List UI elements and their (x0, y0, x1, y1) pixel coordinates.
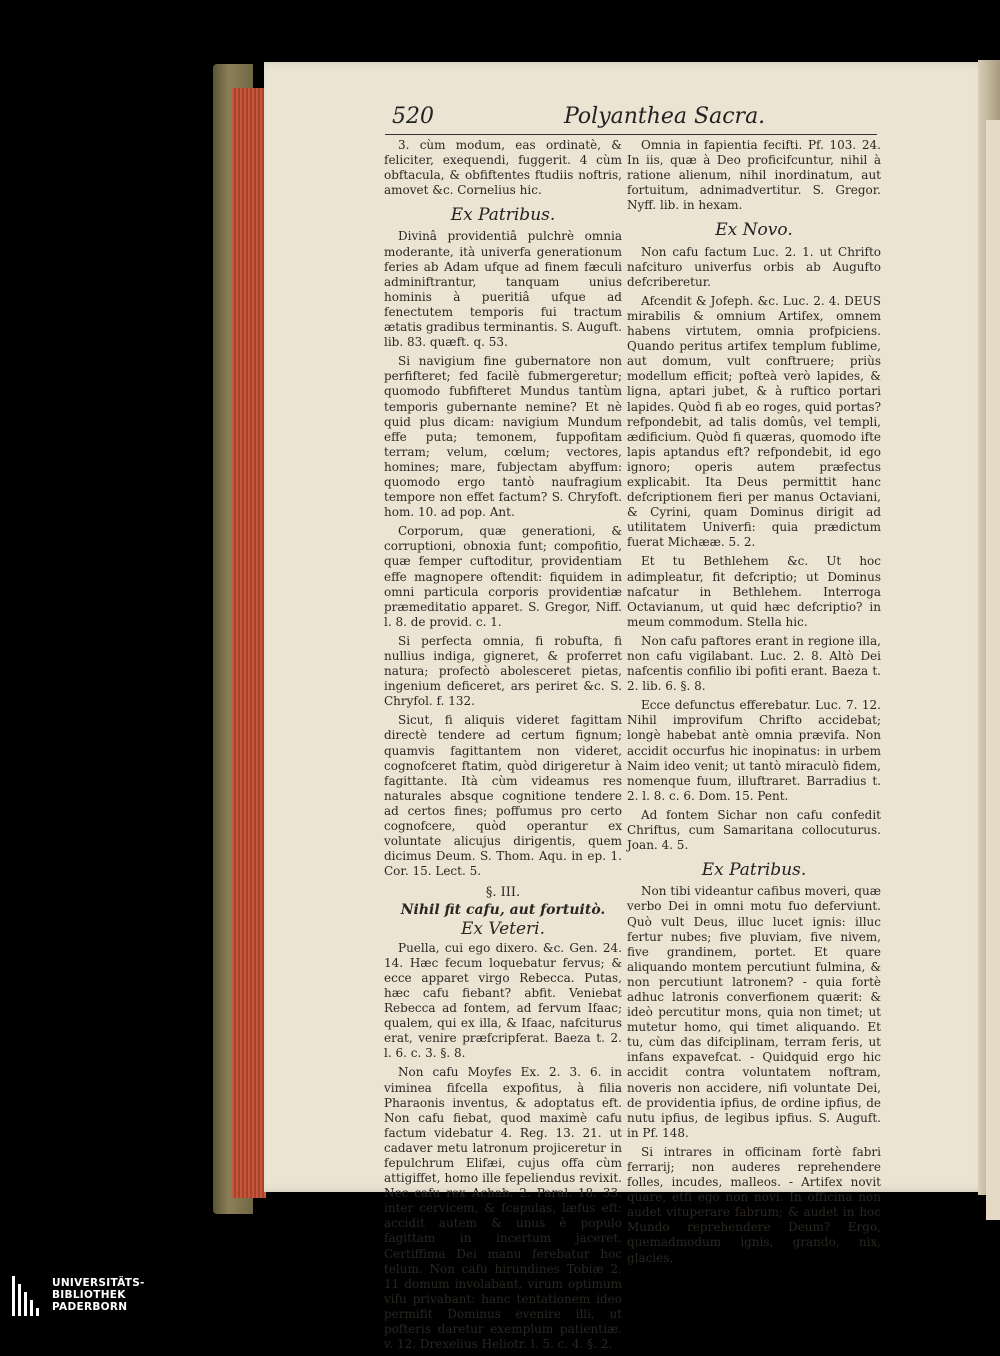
section-heading: Ex Patribus. (701, 860, 807, 881)
library-name (52, 1277, 145, 1313)
paragraph: Et tu Bethlehem &c. Ut hoc adimpleatur, fit defcriptio; ut Dominus nafcatur in Bethlehem. Interroga Octavianum, ut quid hæc defcriptio? in meum commodum. Stella hic. (627, 554, 881, 629)
paragraph: Non cafu factum Luc. 2. 1. ut Chrifto nafcituro univerfus orbis ab Augufto defcriberetur. (627, 244, 881, 289)
paragraph: Non cafu paftores erant in regione illa, non cafu vigilabant. Luc. 2. 8. Altò Dei nafcentis confilio ibi pofiti erant. Baeza t. 2. lib. 6. §. 8. (627, 633, 881, 694)
paragraph: Ecce defunctus efferebatur. Luc. 7. 12. Nihil improvifum Chrifto accidebat; longè habebat antè omnia prævifa. Non accidit occurfus hic inopinatus: in urbem Naim ideo venit; ut tantò miraculò fidem, nomenque fuum, illuftraret. Barradius t. 2. l. 8. c. 6. Dom. 15. Pent. (627, 698, 881, 803)
section-heading: Ex Novo. (715, 220, 793, 241)
section-heading: Nihil fit cafu, aut fortuitò. (400, 901, 606, 918)
running-title: Polyanthea Sacra. (564, 104, 766, 129)
paragraph: Afcendit & Jofeph. &c. Luc. 2. 4. DEUS mirabilis & omnium Artifex, omnem habens virtutem, omnia profpiciens. Quando peritus artifex templum fublime, aut domum, vult conftruere; priùs modellum efficit; pofteà verò lapides, & ligna, aptari jubet, & à ruftico portari lapides. Quòd fi ab eo roges, quid portas? refpondebit, ad talis domûs, vel templi, ædificium. Quòd fi quæras, quomodo ifte lapis aptandus eft? refpondebit, id ego ignoro; operis autem præfectus explicabit. Ita Deus permittit hanc defcriptionem fieri per manus Octaviani, & Cyrini, quam Dominus dirigit ad utilitatem Univerfi: quia prædictum fuerat Michææ. 5. 2. (627, 293, 881, 550)
library-logo (12, 1276, 42, 1316)
paragraph: Divinâ providentiâ pulchrè omnia moderante, ità univerfa generationum feries ab Adam ufque ad finem fæculi adminiftrantur, tanquam unius hominis à pueritiâ ufque ad fenectutem temporis fui tractum ætatis gradibus terminantis. S. Auguft. lib. 83. quæft. q. 53. (384, 229, 622, 350)
left-column (384, 138, 622, 1356)
paragraph: Corporum, quæ generationi, & corruptioni, obnoxia funt; compofitio, quæ femper cuftoditur, providentiam effe magnopere oftendit: fiquidem in omni particula corporis providentiæ præmeditatio apparet. S. Gregor, Niff. l. 8. de provid. c. 1. (384, 524, 622, 629)
library-name-line: UNIVERSITÄTS- (52, 1277, 145, 1289)
paragraph: Ad fontem Sichar non cafu confedit Chriftus, cum Samaritana collocuturus. Joan. 4. 5. (627, 807, 881, 853)
paragraph: Non cafu Moyfes Ex. 2. 3. 6. in viminea fifcella expofitus, à filia Pharaonis inventus, & adoptatus eft. Non cafu fiebat, quod maximè cafu factum videbatur 4. Reg. 13. 21. ut cadaver metu latronum projiceretur in fepulchrum Elifæi, cujus offa cùm attigiffet, homo ille fepeliendus revixit. Nec cafu rex Achab. 2. Paral. 18. 33. inter cervicem, & fcapulas, læfus eft: accidit autem & unus è populo fagittam in incertum jaceret. Certiffima Dei manu ferebatur hoc telum. Non cafu hirundines Tobiæ 2. 11 domum involabant, virum optimum vifu privabant: hanc tentationem ideo permifit Dominus evenire illi, ut pofteris daretur exemplum patientiæ. v. 12. Drexelius Heliotr. l. 5. c. 4. §. 2. (384, 1065, 622, 1352)
paragraph: Si perfecta omnia, fi robufta, fi nullius indiga, gigneret, & proferret natura; profectò abolesceret pietas, ingenium deficeret, ars periret &c. S. Chryfol. f. 132. (384, 633, 622, 709)
header-rule (385, 134, 877, 135)
paragraph: Si navigium fine gubernatore non perfifteret; fed facilè fubmergeretur; quomodo fubfifteret Mundus tantùm temporis gubernante nemine? Et nè quid plus dicam: navigium Mundum effe puta; temonem, fuppofitam terram; velum, cœlum; vectores, homines; mare, fubjectam abyffum: quomodo ergo tantò naufragium tempore non effet factum? S. Chryfoft. hom. 10. ad pop. Ant. (384, 354, 622, 520)
paragraph: Si intrares in officinam fortè fabri ferrarij; non auderes reprehendere folles, incudes, malleos. - Artifex novit quare, etfi ego non novi. In officina non audet vituperare fabrum; & audet in hoc Mundo reprehendere Deum? Ergo, quemadmodum ignis, grando, nix, glacies, (627, 1144, 881, 1265)
page-number: 520 (392, 104, 434, 129)
library-name-line: PADERBORN (52, 1301, 128, 1313)
section-heading: Ex Patribus. (450, 205, 556, 226)
paragraph: Puella, cui ego dixero. &c. Gen. 24. 14. Hæc fecum loquebatur fervus; & ecce apparet virgo Rebecca. Putas, hæc cafu fiebant? abfit. Veniebat Rebecca ad fontem, ad fervum Ifaac; qualem, qui ex illa, & Ifaac, nafciturus erat, venire præfcripferat. Baeza t. 2. l. 6. c. 3. §. 8. (384, 940, 622, 1061)
section-heading: Ex Veteri. (460, 918, 546, 939)
section-heading: §. III. (485, 885, 521, 901)
right-column (627, 138, 881, 1270)
paragraph: 3. cùm modum, eas ordinatè, & feliciter, exequendi, fuggerit. 4 cùm obftacula, & obfiftentes ftudiis noftris, amovet &c. Cornelius hic. (384, 138, 622, 198)
paragraph: Sicut, fi aliquis videret fagittam directè tendere ad certum fignum; quamvis fagittantem non videret, cognofceret ftatim, quòd dirigeretur à fagittante. Ità cùm videamus res naturales absque cognitione tendere ad certos fines; poffumus pro certo cognofcere, quòd operantur ex voluntate alicujus dirigentis, quem dicimus Deum. S. Thom. Aqu. in ep. 1. Cor. 15. Lect. 5. (384, 713, 622, 879)
next-page-edge (986, 120, 1000, 1220)
page-edges (232, 88, 266, 1198)
page-header (392, 104, 880, 134)
paragraph: Omnia in fapientia fecifti. Pf. 103. 24. In iis, quæ à Deo proficifcuntur, nihil à ratione alienum, nihil inordinatum, aut fortuitum, adnimadvertitur. S. Gregor. Nyff. lib. in hexam. (627, 138, 881, 213)
paragraph: Non tibi videantur cafibus moveri, quæ verbo Dei in omni motu fuo deferviunt. Quò vult Deus, illuc lucet ignis: illuc fertur nubes; five pluviam, five nivem, five grandinem, portet. Et quare aliquando montem percutiunt fulmina, & non percutiunt latronem? - quia fortè adhuc latronis converfionem quærit: & ideò percutitur mons, quia non timet; ut mutetur homo, qui timet aliquando. Et tu, cùm das difciplinam, terram feris, ut infans expavefcat. - Quidquid ergo hic accidit contra voluntatem noftram, noveris non accidere, nifi voluntate Dei, de providentia ipfius, de ordine ipfius, de nutu ipfius, de legibus ipfius. S. Auguft. in Pf. 148. (627, 884, 881, 1140)
library-name-line: BIBLIOTHEK (52, 1289, 126, 1301)
